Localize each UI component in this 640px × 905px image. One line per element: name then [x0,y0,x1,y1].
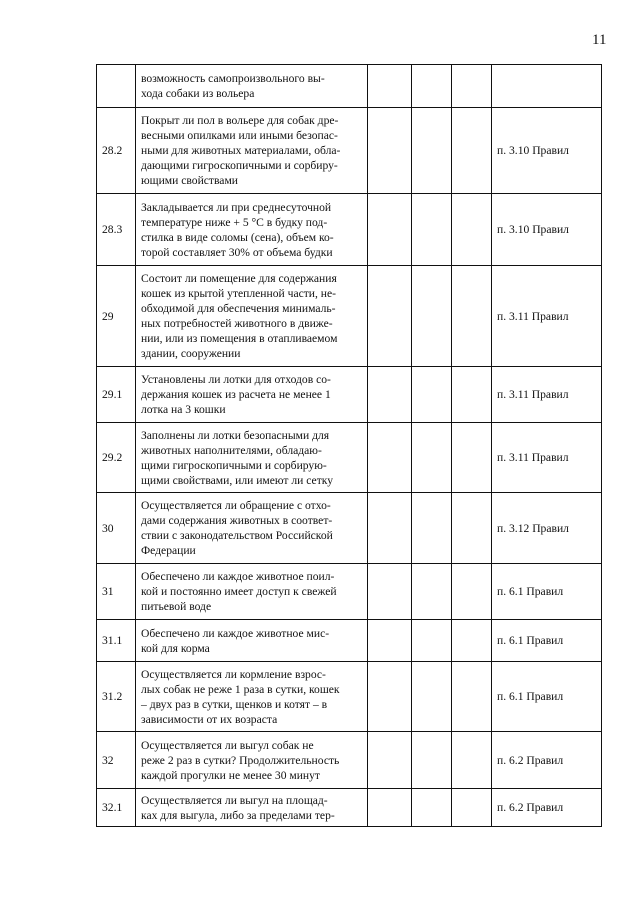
legal-reference: п. 6.2 Правил [492,732,602,789]
legal-reference: п. 6.1 Правил [492,620,602,662]
legal-reference: п. 3.11 Правил [492,266,602,367]
item-number [97,65,136,108]
answer-no-cell [412,194,452,266]
table-row [97,620,602,662]
item-number: 32 [97,732,136,789]
answer-no-cell [412,367,452,423]
item-number: 29.1 [97,367,136,423]
answer-yes-cell [368,108,412,194]
legal-reference: п. 3.11 Правил [492,423,602,493]
table-row [97,564,602,620]
answer-no-cell [412,493,452,564]
question-text: Обеспечено ли каждое животное поил- кой и постоянно имеет доступ к свежей питьевой воде [136,564,368,620]
answer-yes-cell [368,564,412,620]
question-text: Заполнены ли лотки безопасными для животных наполнителями, обладаю- щими гигроскопичными и сорбирую- щими свойствами, или имеют ли сетку [136,423,368,493]
answer-no-cell [412,564,452,620]
table-row [97,662,602,732]
checklist-table [96,64,602,827]
answer-yes-cell [368,266,412,367]
table-row [97,493,602,564]
question-text: Осуществляется ли обращение с отхо- дами содержания животных в соответ- ствии с законодательством Российской Федерации [136,493,368,564]
answer-no-cell [412,65,452,108]
answer-no-cell [412,108,452,194]
legal-reference: п. 3.11 Правил [492,367,602,423]
answer-yes-cell [368,789,412,827]
legal-reference: п. 3.10 Правил [492,108,602,194]
question-text: Осуществляется ли выгул на площад- ках для выгула, либо за пределами тер- [136,789,368,827]
not-applicable-cell [452,266,492,367]
answer-yes-cell [368,620,412,662]
item-number: 28.2 [97,108,136,194]
legal-reference [492,65,602,108]
not-applicable-cell [452,564,492,620]
table-row [97,423,602,493]
not-applicable-cell [452,108,492,194]
table-row [97,65,602,108]
answer-no-cell [412,620,452,662]
answer-yes-cell [368,662,412,732]
answer-yes-cell [368,732,412,789]
not-applicable-cell [452,194,492,266]
not-applicable-cell [452,732,492,789]
table-row [97,108,602,194]
question-text: возможность самопроизвольного вы- хода собаки из вольера [136,65,368,108]
not-applicable-cell [452,493,492,564]
question-text: Состоит ли помещение для содержания кошек из крытой утепленной части, не- обходимой для обеспечения минималь- ных потребностей животного в движе- нии, или из помещения в отапливаемом здании, сооружении [136,266,368,367]
item-number: 29 [97,266,136,367]
question-text: Осуществляется ли кормление взрос- лых собак не реже 1 раза в сутки, кошек – двух раз в сутки, щенков и котят – в зависимости от их возраста [136,662,368,732]
legal-reference: п. 3.12 Правил [492,493,602,564]
item-number: 30 [97,493,136,564]
table-row [97,789,602,827]
table-row [97,732,602,789]
answer-no-cell [412,662,452,732]
question-text: Обеспечено ли каждое животное мис- кой для корма [136,620,368,662]
answer-yes-cell [368,194,412,266]
not-applicable-cell [452,423,492,493]
legal-reference: п. 6.2 Правил [492,789,602,827]
answer-no-cell [412,266,452,367]
page-number: 11 [592,32,607,48]
answer-yes-cell [368,65,412,108]
not-applicable-cell [452,65,492,108]
item-number: 29.2 [97,423,136,493]
not-applicable-cell [452,662,492,732]
answer-no-cell [412,789,452,827]
legal-reference: п. 3.10 Правил [492,194,602,266]
answer-no-cell [412,732,452,789]
item-number: 31.1 [97,620,136,662]
table-row [97,194,602,266]
item-number: 28.3 [97,194,136,266]
question-text: Закладывается ли при среднесуточной температуре ниже + 5 °С в будку под- стилка в виде соломы (сена), объем ко- торой составляет 30% от объема будки [136,194,368,266]
not-applicable-cell [452,367,492,423]
item-number: 31 [97,564,136,620]
answer-yes-cell [368,367,412,423]
table-row [97,367,602,423]
item-number: 31.2 [97,662,136,732]
question-text: Осуществляется ли выгул собак не реже 2 раз в сутки? Продолжительность каждой прогулки не менее 30 минут [136,732,368,789]
table-row [97,266,602,367]
not-applicable-cell [452,789,492,827]
legal-reference: п. 6.1 Правил [492,564,602,620]
question-text: Установлены ли лотки для отходов со- держания кошек из расчета не менее 1 лотка на 3 кошки [136,367,368,423]
legal-reference: п. 6.1 Правил [492,662,602,732]
answer-yes-cell [368,423,412,493]
item-number: 32.1 [97,789,136,827]
not-applicable-cell [452,620,492,662]
answer-no-cell [412,423,452,493]
question-text: Покрыт ли пол в вольере для собак дре- весными опилками или иными безопас- ными для животных материалами, обла- дающими гигроскопичными и сорбиру- ющими свойствами [136,108,368,194]
answer-yes-cell [368,493,412,564]
